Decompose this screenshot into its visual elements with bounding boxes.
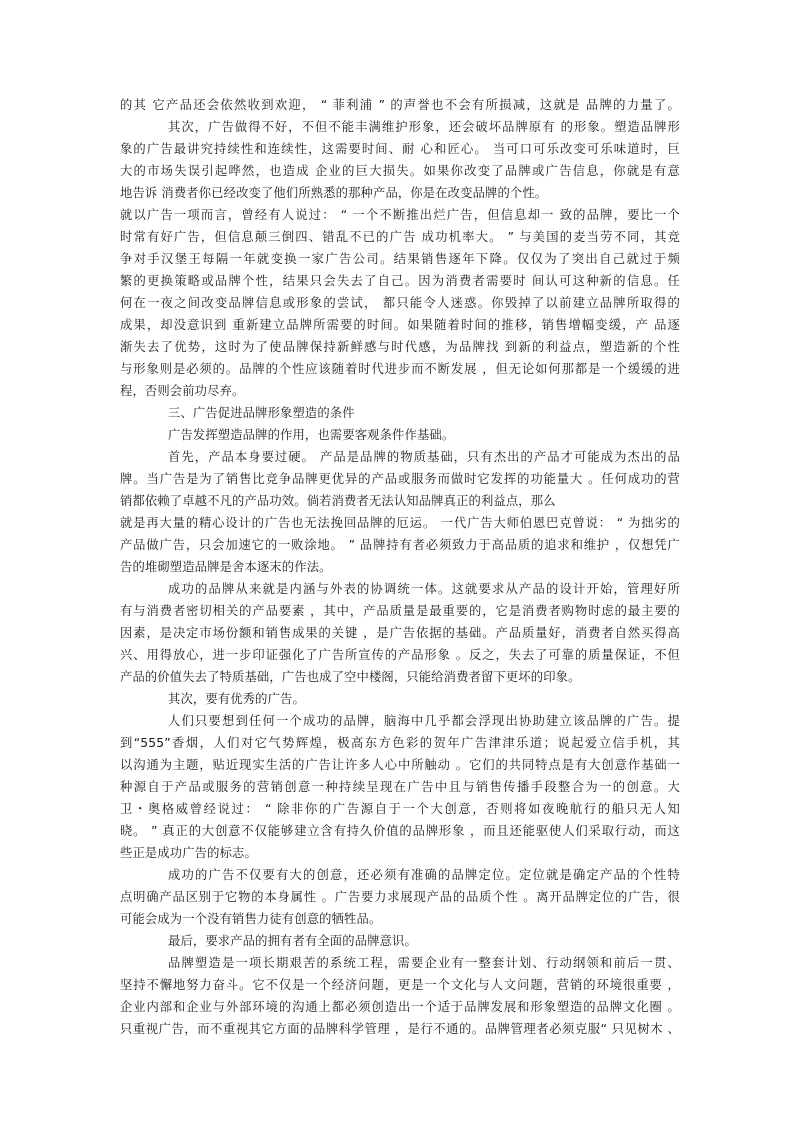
text-line: 其次，广告做得不好，不但不能丰满维护形象，还会破坏品牌原有 的形象。塑造品牌形 (168, 120, 680, 134)
text-line: 大的市场失误引起哗然，也造成 企业的巨大损失。如果你改变了品牌或广告信息，你就是有意 (120, 164, 680, 178)
text-line: 成果，却没意识到 重新建立品牌所需要的时间。如果随着时间的推移，销售增幅变缓，产 品逐 (120, 318, 680, 332)
text-line: 因素，是决定市场份额和销售成果的关键 ，是广告依据的基础。产品质量好，消费者自然买得高 (120, 626, 680, 640)
text-line: 种源自于产品或服务的营销创意一种持续呈现在广告中且与销售传播手段整合为一的创意。大 (120, 780, 680, 794)
text-line: 就以广告一项而言，曾经有人说过： “ 一个不断推出烂广告，但信息却一 致的品牌，要比一个 (120, 208, 680, 222)
text-line: 可能会成为一个没有销售力徒有创意的牺牲品。 (120, 912, 382, 926)
text-line: 卫・奥格威曾经说过： “ 除非你的广告源自于一个大创意，否则将如夜晚航行的船只无人知 (120, 802, 680, 816)
text-line: 成功的品牌从来就是内涵与外表的协调统一体。这就要求从产品的设计开始，管理好所 (168, 582, 680, 596)
text-line: 地告诉 消费者你已经改变了他们所熟悉的那种产品，你是在改变品牌的个性。 (120, 186, 548, 200)
text-line: 只重视广告，而不重视其它方面的品牌科学管理 ，是行不通的。品牌管理者必须克服“ 只见树木 、 (120, 1022, 680, 1036)
text-line: 渐失去了优势，这时为了使品牌保持新鲜感与时代感，为品牌找 到新的利益点，塑造新的个性 (120, 340, 680, 354)
text-line: 牌。当广告是为了销售比竞争品牌更优异的产品或服务而做时它发挥的功能量大 。任何成功的营 (120, 472, 680, 486)
text-line: 就是再大量的精心设计的广告也无法挽回品牌的厄运。 一代广告大师伯恩巴克曾说： “ 为拙劣的 (120, 516, 680, 530)
text-line: 的其 它产品还会依然收到欢迎， “ 菲利浦 ” 的声誉也不会有所损减，这就是 品牌的力量了。 (120, 98, 680, 112)
section-heading: 三、广告促进品牌形象塑造的条件 (168, 406, 355, 420)
text-line: 繁的更换策略或品牌个性，结果只会失去了自己。因为消费者需要时 间认可这种新的信息。任 (120, 274, 680, 288)
text-line: 时常有好广告，但信息颠三倒四、错乱不已的广告 成功机率大。 ” 与美国的麦当劳不同，其竞 (120, 230, 680, 244)
text-line: 坚持不懈地努力奋斗。它不仅是一个经济问题，更是一个文化与人文问题，营销的环境很重要 ， (120, 978, 680, 992)
text-line: 品牌塑造是一项长期艰苦的系统工程，需要企业有一整套计划、行动纲领和前后一贯、 (168, 956, 680, 970)
text-line: 兴、用得放心，进一步印证强化了广告所宣传的产品形象 。反之，失去了可靠的质量保证，不但 (120, 648, 680, 662)
text-line: 有与消费者密切相关的产品要素 ，其中，产品质量是最重要的，它是消费者购物时虑的最主要的 (120, 604, 680, 618)
text-line: 企业内部和企业与外部环境的沟通上都必须创造出一个适于品牌发展和形象塑造的品牌文化圈 。 (120, 1000, 680, 1014)
text-line: 告的堆砌塑造品牌是舍本逐末的作法。 (120, 560, 332, 574)
text-line: 成功的广告不仅要有大的创意，还必须有准确的品牌定位。定位就是确定产品的个性特 (168, 868, 680, 882)
text-line: 以沟通为主题，贴近现实生活的广告让许多人心中所触动 。它们的共同特点是有大创意作基础一 (120, 758, 680, 772)
text-line: 何在一夜之间改变品牌信息或形象的尝试， 都只能令人迷惑。你毁掉了以前建立品牌所取得的 (120, 296, 680, 310)
text-line: 象的广告最讲究持续性和连续性，这需要时间、耐 心和匠心。 当可口可乐改变可乐味道时，巨 (120, 142, 680, 156)
text-line: 争对手汉堡王每隔一年就变换一家广告公司。结果销售逐年下降。仅仅为了突出自己就过于频 (120, 252, 680, 266)
text-line: 首先，产品本身要过硬。 产品是品牌的物质基础，只有杰出的产品才可能成为杰出的品 (168, 450, 680, 464)
text-line: 点明确产品区别于它物的本身属性 。广告要力求展现产品的品质个性 。离开品牌定位的广告，很 (120, 890, 680, 904)
text-line: 人们只要想到任何一个成功的品牌，脑海中几乎都会浮现出协助建立该品牌的广告。提 (168, 714, 680, 728)
text-line: 其次，要有优秀的广告。 (168, 692, 305, 706)
text-line: 产品的价值失去了特质基础，广告也成了空中楼阁，只能给消费者留下更坏的印象。 (120, 670, 581, 684)
text-line: 产品做广告，只会加速它的一败涂地。 ” 品牌持有者必须致力于高品质的追求和维护 ，仅想凭广 (120, 538, 680, 552)
text-line: 程，否则会前功尽弃。 (120, 384, 245, 398)
text-line: 广告发挥塑造品牌的作用，也需要客观条件作基础。 (168, 428, 455, 442)
text-line: 晓。 ” 真正的大创意不仅能够建立含有持久价值的品牌形象 ，而且还能驱使人们采取行动，而这 (120, 824, 680, 838)
text-line: 些正是成功广告的标志。 (120, 846, 257, 860)
text-line: 最后，要求产品的拥有者有全面的品牌意识。 (168, 934, 417, 948)
text-line: 销都依赖了卓越不凡的产品功效。倘若消费者无法认知品牌真正的利益点，那么 (120, 494, 556, 508)
text-line: 到“555”香烟，人们对它气势辉煌，极高东方色彩的贺年广告津津乐道；说起爱立信手机，其 (120, 736, 680, 750)
text-line: 与形象则是必须的。品牌的个性应该随着时代进步而不断发展 ，但无论如何那都是一个缓缓的进 (120, 362, 680, 376)
